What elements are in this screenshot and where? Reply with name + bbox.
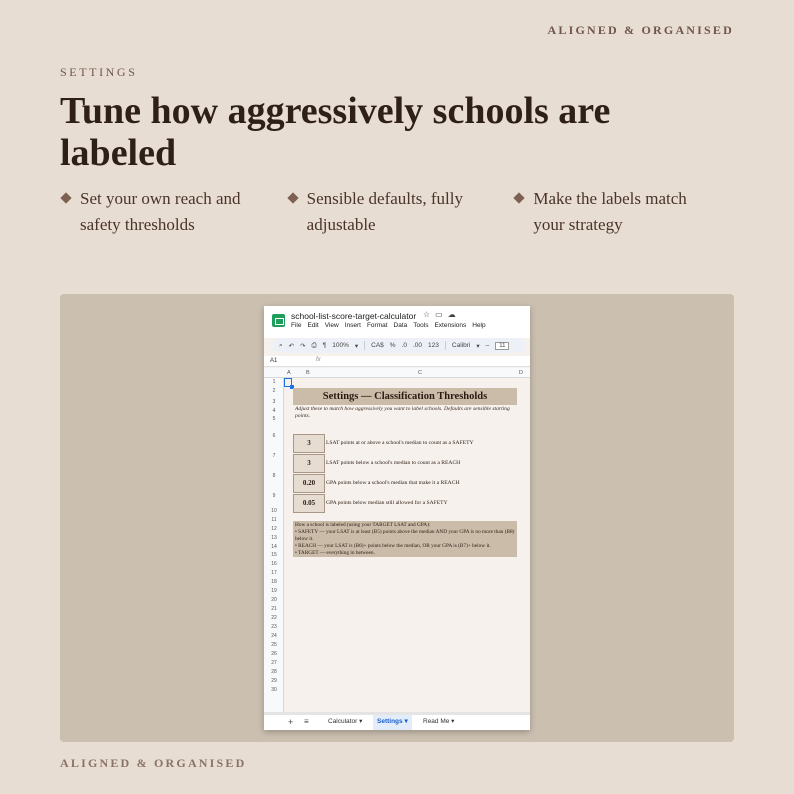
decrease-font-icon[interactable]: – xyxy=(485,342,490,349)
selected-cell[interactable] xyxy=(284,378,292,387)
tab-label: Calculator xyxy=(328,718,358,725)
cell-reference[interactable]: A1 xyxy=(270,358,278,364)
row-number[interactable]: 20 xyxy=(271,597,277,603)
row-number[interactable]: 27 xyxy=(271,660,277,666)
threshold-label[interactable]: LSAT points at or above a school's median to count as a SAFETY xyxy=(326,440,474,446)
sheet-tab-bar xyxy=(264,712,530,730)
row-number[interactable]: 17 xyxy=(271,570,277,576)
font-select[interactable]: Calibri xyxy=(451,342,471,349)
document-title[interactable]: school-list-score-target-calculator xyxy=(291,311,417,321)
settings-subtitle[interactable]: Adjust these to match how aggressively you want to label schools. Defaults are sensible starting points. xyxy=(295,406,510,419)
threshold-label[interactable]: GPA points below a school's median that make it a REACH xyxy=(326,480,460,486)
paint-format-icon[interactable]: ¶ xyxy=(322,342,327,349)
decrease-decimal-icon[interactable]: .0 xyxy=(401,342,407,349)
tab-label: Read Me xyxy=(423,718,450,725)
menu-bar xyxy=(291,322,486,329)
fx-icon: fx xyxy=(316,357,321,363)
explanation-line: How a school is labeled (using your TARGET LSAT and GPA): xyxy=(295,522,431,528)
row-number[interactable]: 15 xyxy=(271,552,277,558)
row-number[interactable]: 25 xyxy=(271,642,277,648)
row-number[interactable]: 2 xyxy=(272,388,276,394)
row-number[interactable]: 13 xyxy=(271,535,277,541)
row-number[interactable]: 3 xyxy=(272,399,276,405)
tab-label: Settings xyxy=(377,718,403,725)
row-number[interactable]: 11 xyxy=(271,517,277,523)
column-headers xyxy=(264,368,530,378)
row-number[interactable]: 12 xyxy=(271,526,277,532)
explanation-line: • SAFETY — your LSAT is at least (B5) points above the median AND your GPA is no more than (B8) below it. xyxy=(295,529,515,542)
sheets-logo-icon xyxy=(272,314,285,327)
tab-calculator[interactable]: Calculator ▾ xyxy=(328,718,363,725)
menu-edit[interactable]: Edit xyxy=(307,322,319,329)
menu-extensions[interactable]: Extensions xyxy=(434,322,467,329)
threshold-value-reach-gpa[interactable]: 0.20 xyxy=(293,474,325,493)
row-number[interactable]: 24 xyxy=(271,633,277,639)
font-size-input[interactable]: 11 xyxy=(495,342,509,350)
formula-bar xyxy=(264,356,530,367)
row-headers xyxy=(264,378,284,712)
column-header[interactable]: B xyxy=(306,370,310,376)
redo-icon[interactable]: ↷ xyxy=(300,342,306,350)
chevron-down-icon[interactable]: ▾ xyxy=(354,342,359,350)
row-number[interactable]: 18 xyxy=(271,579,277,585)
row-number[interactable]: 9 xyxy=(272,493,276,499)
row-number[interactable]: 16 xyxy=(271,561,277,567)
column-header[interactable]: A xyxy=(287,370,291,376)
all-sheets-icon[interactable]: ≡ xyxy=(304,717,309,726)
sheet-grid[interactable] xyxy=(284,378,530,712)
row-number[interactable]: 22 xyxy=(271,615,277,621)
row-number[interactable]: 30 xyxy=(271,687,277,693)
row-number[interactable]: 1 xyxy=(272,379,276,385)
row-number[interactable]: 19 xyxy=(271,588,277,594)
undo-icon[interactable]: ↶ xyxy=(288,342,295,350)
menu-view[interactable]: View xyxy=(324,322,339,329)
row-number[interactable]: 4 xyxy=(272,408,276,414)
row-number[interactable]: 5 xyxy=(272,416,276,422)
menu-help[interactable]: Help xyxy=(472,322,486,329)
diamond-bullet-icon xyxy=(514,192,525,203)
brand-label-top: ALIGNED & ORGANISED xyxy=(547,23,734,37)
toolbar xyxy=(272,338,526,353)
threshold-value-safety-lsat[interactable]: 3 xyxy=(293,434,325,453)
settings-title[interactable]: Settings — Classification Thresholds xyxy=(293,388,517,405)
row-number[interactable]: 28 xyxy=(271,669,277,675)
title-actions xyxy=(423,310,461,319)
feature-item xyxy=(287,186,514,238)
feature-item xyxy=(60,186,287,238)
number-format-button[interactable]: 123 xyxy=(428,342,439,349)
toolbar-divider xyxy=(364,341,365,350)
row-number[interactable]: 29 xyxy=(271,678,277,684)
row-number[interactable]: 7 xyxy=(272,453,276,459)
menu-tools[interactable]: Tools xyxy=(413,322,429,329)
feature-text: Set your own reach and safety thresholds xyxy=(80,189,241,234)
row-number[interactable]: 8 xyxy=(272,473,276,479)
row-number[interactable]: 26 xyxy=(271,651,277,657)
toolbar-divider xyxy=(445,341,446,350)
row-number[interactable]: 10 xyxy=(271,508,277,514)
tab-settings[interactable]: Settings ▾ xyxy=(373,715,412,730)
threshold-value-reach-lsat[interactable]: 3 xyxy=(293,454,325,473)
row-number[interactable]: 23 xyxy=(271,624,277,630)
threshold-label[interactable]: GPA points below median still allowed for a SAFETY xyxy=(326,500,448,506)
menu-data[interactable]: Data xyxy=(393,322,408,329)
cloud-icon[interactable]: ☁ xyxy=(447,310,461,319)
feature-list xyxy=(60,186,740,238)
row-number[interactable]: 21 xyxy=(271,606,277,612)
menu-insert[interactable]: Insert xyxy=(344,322,361,329)
print-icon[interactable]: ⎙ xyxy=(311,341,317,349)
menu-format[interactable]: Format xyxy=(366,322,388,329)
threshold-value-safety-gpa[interactable]: 0.05 xyxy=(293,494,325,513)
section-eyebrow: SETTINGS xyxy=(60,65,138,79)
chevron-down-icon[interactable]: ▾ xyxy=(476,342,480,350)
headline: Tune how aggressively schools are labeled xyxy=(60,90,611,174)
column-header[interactable]: D xyxy=(519,370,523,376)
search-icon[interactable]: ⌕ xyxy=(279,341,283,349)
star-icon[interactable]: ☆ xyxy=(423,310,436,319)
feature-text: Sensible defaults, fully adjustable xyxy=(306,189,463,234)
classification-explanation[interactable] xyxy=(293,521,517,557)
tab-read-me[interactable]: Read Me ▾ xyxy=(423,718,455,725)
percent-button[interactable]: % xyxy=(389,342,396,349)
column-header[interactable]: C xyxy=(418,370,422,376)
diamond-bullet-icon xyxy=(60,192,71,203)
row-number[interactable]: 14 xyxy=(271,544,277,550)
zoom-select[interactable]: 100% xyxy=(332,342,349,349)
add-sheet-icon[interactable]: + xyxy=(288,717,294,727)
row-number[interactable]: 6 xyxy=(272,433,276,439)
explanation-line: • REACH — your LSAT is (B6)+ points below the median, OR your GPA is (B7)+ below it. xyxy=(295,543,491,549)
folder-icon[interactable]: ▭ xyxy=(435,310,448,319)
spreadsheet-window xyxy=(264,306,530,730)
diamond-bullet-icon xyxy=(287,192,298,203)
increase-decimal-icon[interactable]: .00 xyxy=(413,342,423,349)
explanation-line: • TARGET — everything in between. xyxy=(295,550,375,556)
brand-label-bottom: ALIGNED & ORGANISED xyxy=(60,756,247,770)
feature-text: Make the labels match your strategy xyxy=(533,189,687,234)
currency-button[interactable]: CA$ xyxy=(371,342,384,349)
title-bar xyxy=(264,306,530,338)
feature-item xyxy=(513,186,740,238)
menu-file[interactable]: File xyxy=(291,322,302,329)
threshold-label[interactable]: LSAT points below a school's median to count as a REACH xyxy=(326,460,461,466)
